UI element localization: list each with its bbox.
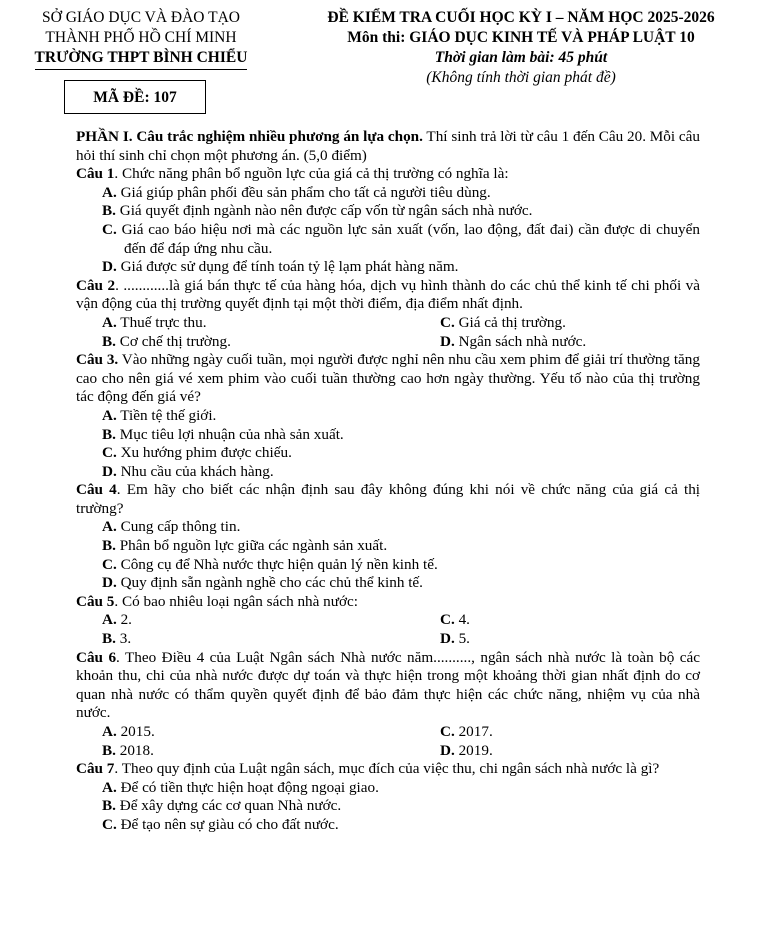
option: [102, 611, 440, 630]
question-text: . ............là giá bán thực tế của hàng hóa, dịch vụ hình thành do các chủ thể kinh tế chi phối và vận động của thị trường quyết định tại một thời điểm, địa điểm nhất định.: [76, 276, 700, 313]
header-left: [0, 8, 282, 70]
option-key: C.: [102, 444, 117, 462]
option-key: A.: [102, 313, 117, 331]
option-text: Cơ chế thị trường.: [115, 332, 231, 350]
option-row: [76, 723, 700, 742]
question-2: [76, 277, 700, 314]
exam-subject: Môn thi: GIÁO DỤC KINH TẾ VÀ PHÁP LUẬT 10: [347, 29, 695, 46]
option: [102, 202, 700, 221]
option-key: D.: [102, 258, 117, 276]
question-5: [76, 593, 700, 612]
option-text: Ngân sách nhà nước.: [454, 332, 587, 350]
question-7: [76, 760, 700, 779]
option-key: D.: [102, 462, 117, 480]
option-text: Để có tiền thực hiện hoạt động ngoại giao.: [116, 778, 379, 796]
option: [102, 407, 700, 426]
option-key: D.: [440, 741, 455, 759]
question-3-options: [76, 407, 700, 481]
question-label: Câu 4: [76, 481, 117, 499]
department-line-1: SỞ GIÁO DỤC VÀ ĐÀO TẠO: [42, 9, 240, 26]
option-key: A.: [102, 778, 117, 796]
question-3: [76, 351, 700, 407]
option-key: B.: [102, 202, 116, 220]
option-row: [76, 630, 700, 649]
question-text: . Theo quy định của Luật ngân sách, mục đích của việc thu, chi ngân sách nhà nước là gì?: [114, 760, 660, 778]
question-1-options: [76, 184, 700, 277]
option: [102, 556, 700, 575]
option: [102, 816, 700, 835]
option-text: Giá được sử dụng để tính toán tỷ lệ lạm phát hàng năm.: [116, 258, 459, 276]
option-row: [76, 333, 700, 352]
option-row: [76, 742, 700, 761]
option-key: A.: [102, 723, 117, 740]
option-key: B.: [102, 630, 116, 648]
option-text: 3.: [115, 630, 132, 648]
option: [102, 426, 700, 445]
question-1: [76, 165, 700, 184]
question-text: . Chức năng phân bổ nguồn lực của giá cả thị trường có nghĩa là:: [114, 165, 509, 183]
question-label: Câu 2: [76, 276, 116, 294]
option-text: Giá cao báo hiệu nơi mà các nguồn lực sản xuất (vốn, lao động, đất đai) cần được di chuyển đến để đáp ứng nhu cầu.: [116, 220, 700, 257]
option-row: [76, 314, 700, 333]
option: [102, 518, 700, 537]
question-7-options: [76, 779, 700, 835]
option: [102, 797, 700, 816]
option-text: Giá giúp phân phối đều sản phẩm cho tất cả người tiêu dùng.: [116, 183, 491, 201]
option-key: D.: [102, 574, 117, 592]
option: [102, 723, 440, 742]
option-text: 2017.: [454, 723, 493, 740]
option: [440, 333, 700, 352]
option-key: B.: [102, 741, 116, 759]
option-text: 4.: [454, 611, 470, 629]
option-key: C.: [102, 815, 117, 833]
option-key: D.: [440, 332, 455, 350]
option-text: Phân bổ nguồn lực giữa các ngành sản xuất.: [115, 537, 388, 555]
department-line-2: THÀNH PHỐ HỒ CHÍ MINH: [45, 29, 237, 46]
option-row: [76, 611, 700, 630]
question-label: Câu 5: [76, 592, 115, 610]
option-key: B.: [102, 332, 116, 350]
question-label: Câu 6: [76, 648, 117, 666]
question-4-options: [76, 518, 700, 592]
option-text: Để tạo nên sự giàu có cho đất nước.: [116, 815, 339, 833]
question-label: Câu 1: [76, 165, 115, 183]
option: [440, 611, 700, 630]
exam-note: (Không tính thời gian phát đề): [426, 69, 616, 86]
option-text: 2.: [116, 611, 132, 629]
option-text: Công cụ để Nhà nước thực hiện quản lý nền kinh tế.: [116, 555, 438, 573]
option: [102, 779, 700, 798]
header-right: [282, 8, 760, 88]
option: [102, 184, 700, 203]
option-key: A.: [102, 611, 117, 629]
option: [102, 574, 700, 593]
option-text: Nhu cầu của khách hàng.: [116, 462, 274, 480]
option: [440, 630, 700, 649]
option-key: B.: [102, 425, 116, 443]
option-key: C.: [440, 313, 455, 331]
option: [440, 314, 700, 333]
option-key: C.: [440, 723, 455, 740]
option-key: B.: [102, 797, 116, 815]
question-4: [76, 481, 700, 518]
option-key: C.: [102, 220, 117, 238]
option-key: A.: [102, 518, 117, 536]
option-text: Để xây dựng các cơ quan Nhà nước.: [115, 797, 342, 815]
option-text: 2018.: [115, 741, 154, 759]
exam-title: ĐỀ KIỂM TRA CUỐI HỌC KỲ I – NĂM HỌC 2025-2026: [327, 9, 715, 26]
exam-content: [76, 128, 700, 835]
exam-code-box: MÃ ĐỀ: 107: [64, 80, 206, 114]
option-text: Cung cấp thông tin.: [116, 518, 241, 536]
option-key: A.: [102, 183, 117, 201]
option-text: Tiền tệ thế giới.: [116, 406, 217, 424]
question-label: Câu 3.: [76, 351, 119, 369]
question-text: . Có bao nhiêu loại ngân sách nhà nước:: [114, 592, 358, 610]
option-key: C.: [102, 555, 117, 573]
option: [102, 463, 700, 482]
question-6: [76, 649, 700, 723]
option-key: A.: [102, 406, 117, 424]
part-1-title: PHẦN I. Câu trắc nghiệm nhiều phương án lựa chọn.: [76, 128, 423, 145]
option-text: Thuế trực thu.: [116, 313, 207, 331]
option-text: 5.: [454, 630, 470, 648]
option: [440, 742, 700, 761]
option-key: D.: [440, 630, 455, 648]
option-text: Xu hướng phim được chiếu.: [116, 444, 292, 462]
part-1-intro: [76, 128, 700, 165]
option-text: 2019.: [454, 741, 493, 759]
question-label: Câu 7: [76, 760, 115, 778]
option-key: B.: [102, 537, 116, 555]
school-name: TRƯỜNG THPT BÌNH CHIỂU: [35, 48, 248, 70]
option-text: Quy định sẵn ngành nghề cho các chủ thể kinh tế.: [116, 574, 423, 592]
option: [440, 723, 700, 742]
option: [102, 258, 700, 277]
option: [102, 444, 700, 463]
option-key: C.: [440, 611, 455, 629]
option: [102, 630, 440, 649]
option-text: Giá cả thị trường.: [454, 313, 566, 331]
option-text: Mục tiêu lợi nhuận của nhà sản xuất.: [115, 425, 344, 443]
option-text: 2015.: [116, 723, 155, 740]
option: [102, 333, 440, 352]
option-text: Giá quyết định ngành nào nên được cấp vốn từ ngân sách nhà nước.: [115, 202, 533, 220]
question-text: Vào những ngày cuối tuần, mọi người được nghỉ nên nhu cầu xem phim để giải trí thường tăng cao cho nên giá vé xem phim vào cuối tuần thường cao hơn ngày thường. Yếu tố nào của thị trường tác động đến giá vé?: [76, 351, 700, 406]
question-text: . Em hãy cho biết các nhận định sau đây không đúng khi nói về chức năng của giá cả thị trường?: [76, 481, 701, 517]
option: [102, 221, 700, 258]
option: [102, 314, 440, 333]
question-text: . Theo Điều 4 của Luật Ngân sách Nhà nước năm.........., ngân sách nhà nước là toàn bộ các khoản thu, chi của nhà nước được dự toán và thực hiện trong một khoảng thời gian nhất định do cơ quan nhà nước có thẩm quyền quyết định để bảo đảm thực hiện các chức năng, nhiệm vụ của nhà nước.: [76, 648, 700, 722]
part-1-instruction: Thí sinh trả lời từ câu 1 đến Câu 20. Mỗi câu hỏi thí sinh chỉ chọn một phương án. (5,0 điểm): [76, 128, 700, 164]
option: [102, 742, 440, 761]
option: [102, 537, 700, 556]
exam-duration: Thời gian làm bài: 45 phút: [434, 49, 608, 66]
